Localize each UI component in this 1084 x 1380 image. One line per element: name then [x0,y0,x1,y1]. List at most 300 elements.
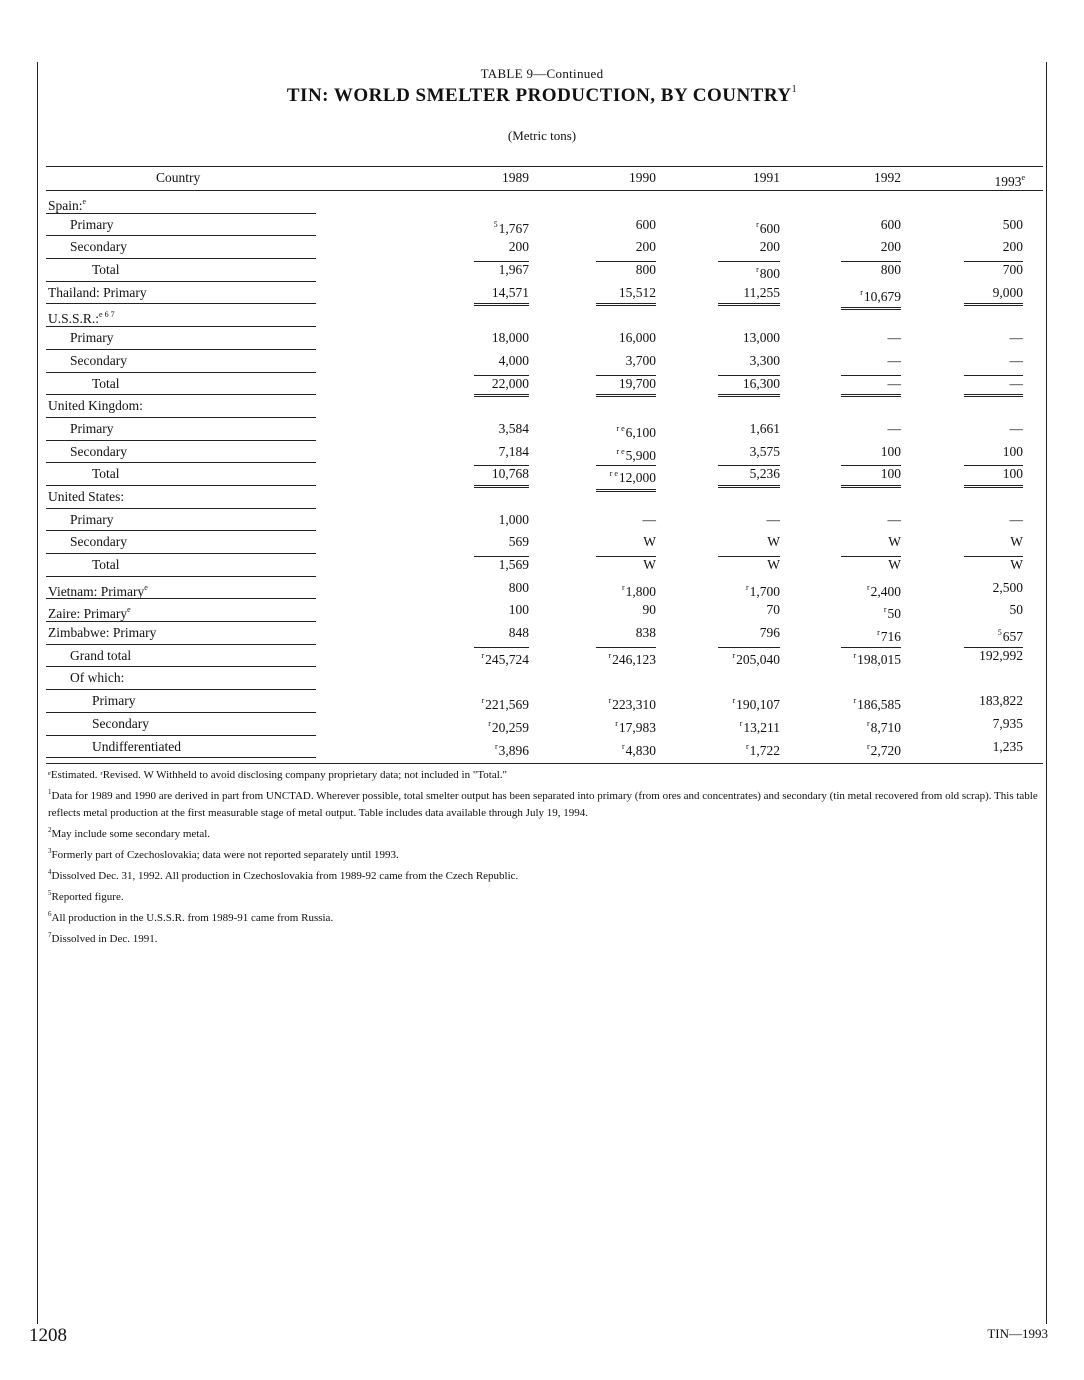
sum-rule [596,375,656,376]
cell-value: 848 [508,625,529,641]
table-row [46,282,1043,305]
footnotes [48,767,1044,948]
table-title-text: TIN: WORLD SMELTER PRODUCTION, BY COUNTRY [286,85,792,106]
row-label-text: U.S.S.R.: [48,311,100,327]
cell-footnote-mark: r [756,265,759,275]
table-row [46,304,1043,327]
cell-footnote-mark: r [481,650,485,660]
row-label-footnote-mark: e [144,582,148,592]
footnote [48,784,1044,822]
row-label-text: Undifferentiated [92,738,181,754]
table-cell [596,736,656,763]
row-label-text: Spain: [48,198,83,213]
table-cell [474,418,529,441]
sum-rule [718,647,780,648]
sum-rule [474,465,529,466]
cell-footnote-mark: r [745,582,749,592]
table-cell [718,373,780,396]
cell-footnote-mark: 5 [997,628,1002,638]
cell-value: 190,107 [736,697,780,713]
cell-value: 600 [880,216,901,232]
cell-value: 19,700 [618,375,656,391]
table-cell [964,418,1023,441]
cell-value: W [643,534,656,550]
table-cell [964,509,1023,532]
table-cell [718,350,780,373]
table-units: (Metric tons) [507,128,577,143]
cell-value: 20,259 [491,719,529,735]
row-label [70,236,127,259]
row-label-text: Primary [70,216,114,232]
row-label-text: Thailand: Primary [48,284,147,300]
cell-value: — [766,511,780,527]
title-footnote-mark: 1 [791,84,798,95]
sum-rule [964,261,1023,262]
cell-value: 7,184 [498,443,529,459]
table-row [46,463,1043,486]
table-cell [596,373,656,396]
cell-value: 569 [508,534,529,550]
footnote-mark: 2 [48,826,52,834]
table-cell [964,645,1023,668]
cell-value: — [887,352,901,368]
cell-value: 6,100 [625,424,656,440]
production-table [46,166,1043,758]
cell-value: — [1009,375,1023,391]
cell-footnote-mark: r [853,650,857,660]
table-cell [964,236,1023,259]
table-cell [964,554,1023,577]
cell-value: 1,235 [992,738,1023,754]
cell-value: 13,211 [743,719,780,735]
cell-footnote-mark: r [739,718,743,728]
table-cell [964,259,1023,282]
cell-value: 796 [759,625,780,641]
table-cell [841,214,901,237]
cell-footnote-mark: r e [616,423,625,433]
cell-value: 3,300 [749,352,780,368]
sum-rule [474,556,529,557]
table-cell [474,441,529,464]
table-cell [474,531,529,554]
table-cell [964,350,1023,373]
table-cell [596,509,656,532]
table-cell [964,463,1023,486]
row-label-text: Total [92,262,120,278]
cell-value: — [887,420,901,436]
cell-value: 100 [880,466,901,482]
table-cell [474,622,529,645]
cell-footnote-mark: 5 [493,219,498,229]
footnote-text: Formerly part of Czechoslovakia; data were not reported separately until 1993. [51,849,399,861]
row-label-text: Secondary [92,715,149,731]
cell-value: 9,000 [992,284,1023,300]
cell-footnote-mark: r [615,718,618,728]
row-label [70,531,127,554]
table-cell [841,554,901,577]
table-row [46,531,1043,554]
table-cell [474,350,529,373]
table-cell [964,373,1023,396]
table-row [46,418,1043,441]
cell-value: 3,584 [498,420,529,436]
table-cell [718,736,780,763]
footnote-mark: 4 [48,868,52,876]
row-label-text: Primary [70,511,114,527]
page-number: 1208 [29,1325,67,1346]
footnote [48,906,1044,927]
footnote-mark: 6 [48,910,52,918]
footnote-mark: 1 [48,788,52,796]
cell-value: — [1009,352,1023,368]
row-label-text: Primary [70,330,114,346]
table-cell [596,236,656,259]
table-row [46,214,1043,237]
row-label [48,622,156,645]
table-cell [964,577,1023,600]
row-label-text: Total [92,466,120,482]
row-label-text: Zaire: Primary [48,606,128,622]
column-header-1993-note: e [1021,173,1025,182]
table-bottom-rule [46,763,1043,764]
left-margin-rule [37,62,38,1324]
table-row [46,599,1043,622]
table-cell [841,441,901,464]
table-row [46,690,1043,713]
cell-value: 5,236 [749,466,780,482]
table-cell [964,214,1023,237]
sum-rule [474,647,529,648]
row-label [70,214,114,237]
cell-value: 18,000 [491,330,529,346]
row-label-text: Vietnam: Primary [48,583,145,599]
table-cell [718,463,780,486]
row-label-footnote-mark: e 6 7 [99,310,115,320]
cell-footnote-mark: r [877,628,880,638]
cell-value: 50 [887,606,901,622]
footnote-mark: 7 [48,931,52,939]
table-row [46,667,1043,690]
cell-value: W [767,557,780,572]
cell-value: 200 [1002,239,1023,255]
cell-value: 100 [1002,443,1023,459]
cell-value: 800 [759,266,780,282]
row-label-footnote-mark: e [127,605,131,615]
table-cell [474,599,529,622]
table-row [46,395,1043,418]
column-header-1991: 1991 [753,170,780,185]
sum-rule [964,647,1023,648]
table-cell [718,327,780,350]
footnote [48,885,1044,906]
table-cell [596,350,656,373]
cell-value: 205,040 [736,651,780,667]
table-cell [596,599,656,622]
sum-rule [841,375,901,376]
cell-value: 198,015 [857,651,901,667]
table-cell [474,236,529,259]
cell-value: 1,967 [498,262,529,278]
row-label-text: Grand total [70,647,132,663]
table-row [46,645,1043,668]
table-cell [964,690,1023,713]
cell-value: 7,935 [992,715,1023,731]
table-cell [718,509,780,532]
table-cell [841,418,901,441]
cell-value: 245,724 [485,651,529,667]
cell-value: 4,000 [498,352,529,368]
row-label-text: Zimbabwe: Primary [48,625,157,641]
cell-value: W [888,557,901,572]
cell-value: 2,720 [870,742,901,758]
footnote-text: Dissolved Dec. 31, 1992. All production in Czechoslovakia from 1989-92 came from the Czech Republic. [51,870,519,882]
cell-value: W [767,534,780,550]
row-label-text: Secondary [70,443,127,459]
table-cell [474,373,529,396]
cell-value: — [1009,330,1023,346]
row-label-underline [46,757,316,758]
cell-value: — [642,511,656,527]
footnote [48,927,1044,948]
table-cell [596,214,656,237]
cell-value: 16,300 [742,375,780,391]
cell-footnote-mark: r [860,287,863,297]
column-header-1993-text: 1993 [994,174,1022,189]
table-cell [964,327,1023,350]
sum-rule [964,375,1023,376]
row-label [70,327,114,350]
table-cell [474,736,529,763]
cell-value: 11,255 [743,284,780,300]
table-cell [718,554,780,577]
table-cell [841,373,901,396]
cell-footnote-mark: r [481,696,485,706]
column-header-1993 [964,167,1026,194]
right-margin-rule [1046,62,1047,1324]
table-cell [474,577,529,600]
cell-value: 10,679 [863,288,901,304]
cell-value: 1,000 [498,511,529,527]
table-cell [841,531,901,554]
cell-value: 2,400 [870,583,901,599]
table-row [46,509,1043,532]
column-header-1992: 1992 [874,170,901,185]
cell-footnote-mark: r [866,582,870,592]
cell-value: 90 [642,602,656,618]
table-cell [964,599,1023,622]
cell-footnote-mark: r [621,582,625,592]
cell-value: 14,571 [491,284,529,300]
cell-value: 800 [880,262,901,278]
sum-rule [964,465,1023,466]
table-cell [474,463,529,486]
sum-rule [596,261,656,262]
row-label-text: Secondary [70,352,127,368]
table-cell [474,282,529,305]
row-label-text: Total [92,557,120,572]
footnote-text: Dissolved in Dec. 1991. [51,933,158,945]
table-row [46,622,1043,645]
cell-value: 600 [759,220,780,236]
table-cell [964,441,1023,464]
row-label [70,667,124,690]
row-label [70,350,127,373]
row-label-footnote-mark: e [82,197,87,206]
column-header-country: Country [156,170,201,185]
cell-value: 186,585 [857,697,901,713]
cell-value: 1,569 [498,557,529,572]
cell-value: 1,767 [498,220,529,236]
table-row [46,577,1043,600]
table-cell [718,282,780,305]
cell-value: — [887,375,901,391]
row-label [70,418,114,441]
table-row [46,236,1043,259]
table-cell [718,418,780,441]
cell-footnote-mark: r e [609,469,618,479]
table-cell [718,441,780,464]
sum-rule [718,261,780,262]
cell-value: 838 [635,625,656,641]
cell-value: 22,000 [491,375,529,391]
footnote-text: ᵉEstimated. ʳRevised. W Withheld to avoid disclosing company proprietary data; not included in "Total." [48,769,508,781]
cell-value: 1,800 [625,583,656,599]
cell-footnote-mark: r [608,696,612,706]
footnote-mark: 5 [48,889,52,897]
cell-value: — [1009,420,1023,436]
table-cell [841,350,901,373]
table-cell [474,327,529,350]
cell-value: W [643,557,656,572]
cell-footnote-mark: r [621,741,625,751]
table-header-row [46,166,1043,191]
cell-value: 800 [635,262,656,278]
footnote [48,822,1044,843]
row-label-text: Of which: [70,670,125,686]
table-cell [964,713,1023,736]
cell-value: 13,000 [742,330,780,346]
row-label [92,690,136,713]
cell-footnote-mark: r [488,718,491,728]
table-cell [596,554,656,577]
cell-footnote-mark: r [853,696,857,706]
footnote-text: May include some secondary metal. [51,828,211,840]
table-cell [841,463,901,486]
row-label [70,509,114,532]
cell-footnote-mark: r [494,741,498,751]
cell-footnote-mark: r [608,650,612,660]
cell-value: 8,710 [870,719,901,735]
cell-value: 2,500 [992,579,1023,595]
cell-value: 100 [880,443,901,459]
cell-value: 600 [635,216,656,232]
table-cell [841,236,901,259]
sum-rule [841,261,901,262]
cell-value: — [887,330,901,346]
footnote-text: Data for 1989 and 1990 are derived in part from UNCTAD. Wherever possible, total smelter output has been separated into primary (from ores and concentrates) and secondary (tin metal recovered from old scrap). This table reflects metal production at the first measurable stage of metal output. Table includes data available through July 19, 1994. [48,790,1038,819]
row-label [92,463,120,486]
footnote [48,864,1044,885]
cell-footnote-mark: r [866,718,870,728]
row-label-text: Secondary [70,534,127,550]
table-cell [596,282,656,305]
sum-rule [718,556,780,557]
cell-footnote-mark: r [732,650,736,660]
table-cell [718,531,780,554]
row-label [92,713,149,736]
footnote-text: Reported figure. [51,891,124,903]
sum-rule [841,556,901,557]
row-label-text: Total [92,375,120,391]
cell-value: 716 [880,629,901,645]
sum-rule [596,465,656,466]
cell-value: 221,569 [485,697,529,713]
table-cell [841,509,901,532]
cell-value: W [1010,534,1023,550]
sum-rule [841,465,901,466]
footnote-mark: 3 [48,847,52,855]
cell-value: 500 [1002,216,1023,232]
cell-value: W [888,534,901,550]
table-cell [474,509,529,532]
table-cell [841,736,901,763]
table-row [46,713,1043,736]
cell-value: 3,700 [625,352,656,368]
table-caption: TABLE 9—Continued [480,66,604,81]
cell-footnote-mark: r [732,696,736,706]
cell-value: 10,768 [491,466,529,482]
cell-value: 800 [508,579,529,595]
cell-value: 700 [1002,262,1023,278]
sum-rule [474,375,529,376]
row-label-text: United Kingdom: [48,398,143,414]
table-cell [596,622,656,645]
cell-value: 192,992 [979,647,1023,663]
table-body [46,191,1043,758]
row-label [70,441,127,464]
cell-value: — [887,511,901,527]
table-row [46,736,1043,759]
running-head: TIN—1993 [987,1326,1048,1341]
table-cell [964,736,1023,759]
cell-value: 1,700 [749,583,780,599]
cell-value: — [1009,511,1023,527]
row-label [48,395,143,418]
table-row [46,191,1043,214]
row-label [92,554,120,577]
cell-value: 657 [1002,629,1023,645]
row-label [48,486,124,509]
footnote [48,843,1044,864]
table-cell [841,259,901,282]
cell-footnote-mark: r e [616,446,625,456]
cell-footnote-mark: r [745,741,749,751]
cell-value: 70 [766,602,780,618]
cell-value: 15,512 [618,284,656,300]
table-title [0,84,1084,107]
table-cell [718,622,780,645]
sum-rule [841,647,901,648]
table-row [46,259,1043,282]
cell-value: 1,722 [749,742,780,758]
row-label [92,373,120,396]
row-label-text: Secondary [70,239,127,255]
cell-value: 50 [1009,602,1023,618]
table-cell [718,599,780,622]
cell-footnote-mark: r [756,219,759,229]
table-row [46,441,1043,464]
column-header-1990: 1990 [629,170,656,185]
